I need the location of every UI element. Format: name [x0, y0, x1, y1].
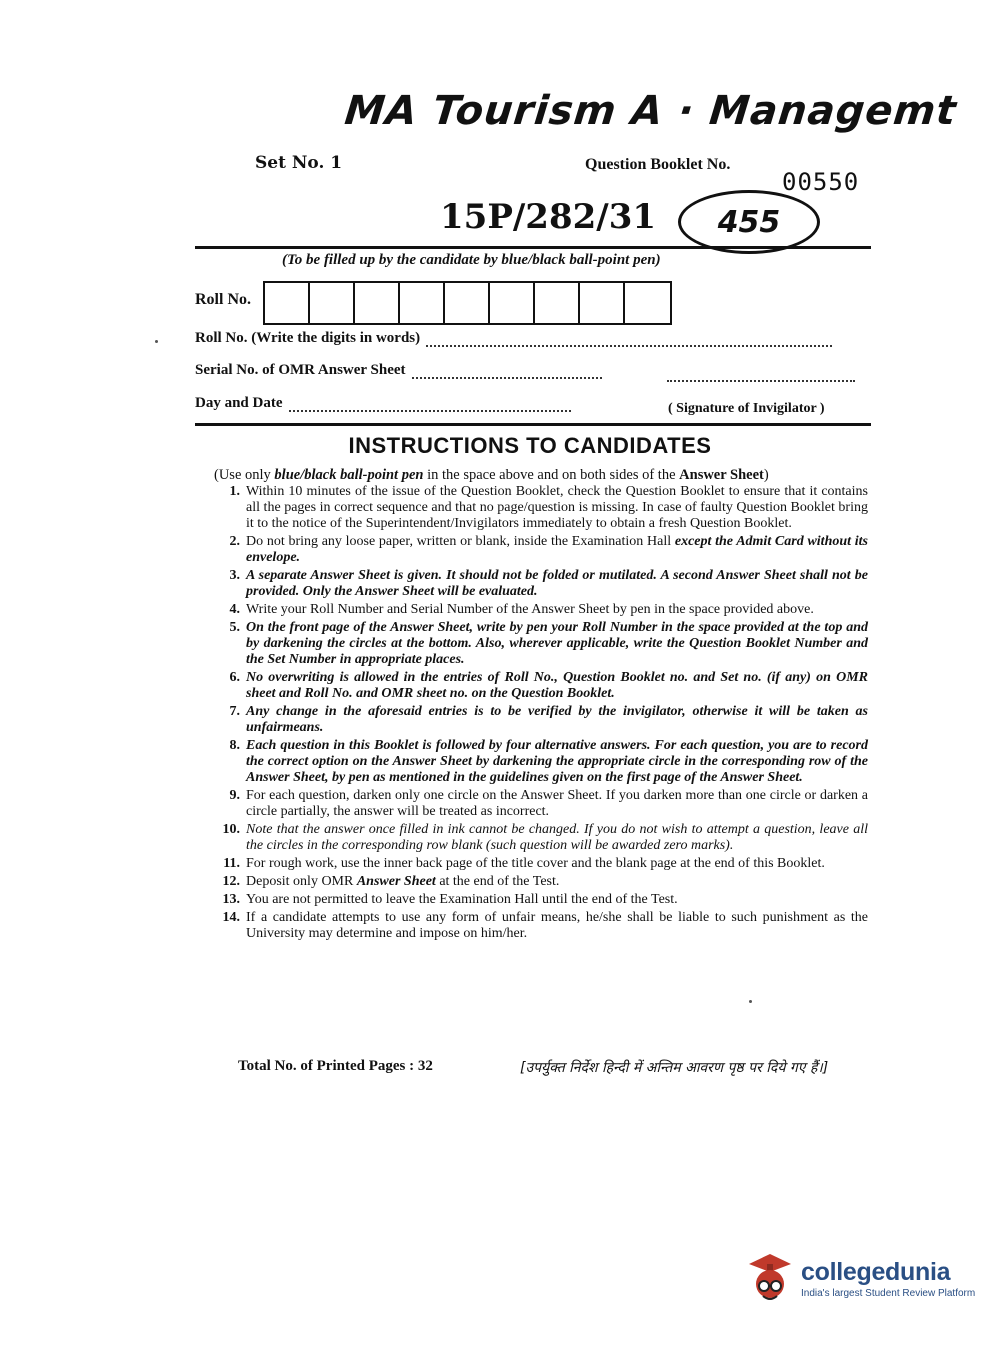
omr-serial-row	[195, 362, 602, 379]
instruction-text: For rough work, use the inner back page of the title cover and the blank page at the end of this Booklet.	[246, 856, 825, 871]
instructions-subtitle	[214, 467, 769, 484]
circled-code-text: 455	[717, 204, 781, 240]
instruction-number: 9.	[229, 788, 240, 803]
day-date-field[interactable]	[289, 398, 571, 412]
instruction-number: 6.	[229, 670, 240, 685]
day-date-label: Day and Date	[195, 395, 283, 411]
instruction-number: 8.	[229, 738, 240, 753]
instruction-text-part: Do not bring any loose paper, written or blank, inside the Examination Hall	[246, 534, 675, 549]
roll-digit-box[interactable]	[535, 283, 580, 323]
instruction-item	[212, 602, 868, 618]
top-divider	[195, 246, 871, 249]
instruction-text: You are not permitted to leave the Examination Hall until the end of the Test.	[246, 892, 678, 907]
roll-digit-box[interactable]	[265, 283, 310, 323]
omr-serial-field[interactable]	[412, 365, 602, 379]
logo-tagline: India's largest Student Review Platform	[801, 1287, 976, 1299]
instruction-number: 3.	[229, 568, 240, 583]
set-number: Set No. 1	[255, 153, 343, 173]
instruction-number: 7.	[229, 704, 240, 719]
instruction-text-part: at the end of the Test.	[435, 874, 560, 889]
instruction-number: 12.	[222, 874, 240, 889]
roll-no-label: Roll No.	[195, 291, 251, 308]
instruction-number: 11.	[223, 856, 240, 871]
instruction-text: Within 10 minutes of the issue of the Question Booklet, check the Question Booklet to ensure that it contains all the pages in correct sequence and that no page/question is missing. In case of faulty Question Booklet bring it to the notice of the Superintendent/Invigilators immediately to obtain a fresh Question Booklet.	[246, 484, 868, 531]
roll-digit-box[interactable]	[310, 283, 355, 323]
collegedunia-watermark	[745, 1250, 975, 1306]
hindi-note: [उपर्युक्त निर्देश हिन्दी में अन्तिम आवरण पृष्ठ पर दिये गए हैं।]	[520, 1060, 829, 1076]
invigilator-signature-field[interactable]	[667, 380, 855, 382]
roll-words-label: Roll No. (Write the digits in words)	[195, 330, 421, 346]
subtitle-emphasis: blue/black ball-point pen	[274, 467, 424, 483]
roll-no-boxes[interactable]	[263, 281, 672, 325]
instruction-item	[212, 788, 868, 820]
instruction-number: 10.	[222, 822, 240, 837]
instruction-item	[212, 738, 868, 786]
instruction-number: 13.	[222, 892, 240, 907]
instruction-item	[212, 670, 868, 702]
roll-digit-box[interactable]	[490, 283, 535, 323]
instruction-item	[212, 856, 868, 872]
roll-words-field[interactable]	[426, 333, 832, 347]
roll-digit-box[interactable]	[445, 283, 490, 323]
omr-serial-label: Serial No. of OMR Answer Sheet	[195, 362, 406, 378]
instruction-text-part: Deposit only OMR	[246, 874, 357, 889]
instruction-text: Note that the answer once filled in ink cannot be changed. If you do not wish to attempt a question, leave all the circles in the corresponding row blank (such question will be awarded zero marks).	[246, 822, 868, 853]
instruction-number: 5.	[229, 620, 240, 635]
instruction-item	[212, 874, 868, 890]
instruction-number: 14.	[222, 910, 240, 925]
bottom-divider	[195, 423, 871, 426]
instruction-text	[246, 874, 868, 890]
instruction-item	[212, 892, 868, 908]
collegedunia-logo-icon	[745, 1250, 795, 1306]
instruction-text	[246, 534, 868, 566]
roll-digit-box[interactable]	[580, 283, 625, 323]
instruction-item	[212, 534, 868, 566]
instruction-text: Any change in the aforesaid entries is to be verified by the invigilator, otherwise it will be taken as unfairmeans.	[246, 704, 868, 735]
subtitle-part: (Use only	[214, 467, 275, 483]
instruction-text: If a candidate attempts to use any form of unfair means, he/she shall be liable to such punishment as the University may determine and impose on him/her.	[246, 910, 868, 941]
roll-words-row	[195, 330, 832, 347]
instruction-item	[212, 910, 868, 942]
total-printed-pages: Total No. of Printed Pages : 32	[238, 1058, 433, 1074]
instruction-item	[212, 620, 868, 668]
logo-name: collegedunia	[801, 1257, 951, 1286]
question-booklet-label: Question Booklet No.	[585, 156, 731, 173]
instruction-number: 4.	[229, 602, 240, 617]
instruction-text: A separate Answer Sheet is given. It should not be folded or mutilated. A second Answer Sheet shall not be provided. Only the Answer Sheet will be evaluated.	[246, 568, 868, 599]
instruction-text: Each question in this Booklet is followed by four alternative answers. For each question, you are to record the correct option on the Answer Sheet by darkening the appropriate circle in the corresponding row of the Answer Sheet, by pen as mentioned in the guidelines given on the first page of the Answer Sheet.	[246, 738, 868, 785]
scan-mark	[749, 1000, 752, 1003]
instruction-number: 1.	[229, 484, 240, 499]
instruction-number: 2.	[229, 534, 240, 549]
invigilator-signature-label: ( Signature of Invigilator )	[668, 401, 825, 416]
instruction-item	[212, 822, 868, 854]
instruction-text-emphasis: Answer Sheet	[356, 874, 436, 889]
circled-handwritten-code	[678, 190, 820, 254]
handwritten-course-title: MA Tourism A · Managemt	[342, 88, 959, 134]
instruction-text: For each question, darken only one circle on the Answer Sheet. If you darken more than one circle or darken a circle partially, the answer will be treated as incorrect.	[246, 788, 868, 819]
subtitle-bold: Answer Sheet	[679, 467, 764, 483]
fill-instruction-note: (To be filled up by the candidate by blue/black ball-point pen)	[282, 252, 661, 268]
scan-mark	[155, 340, 158, 343]
instruction-item	[212, 704, 868, 736]
instructions-heading: INSTRUCTIONS TO CANDIDATES	[348, 433, 712, 458]
instruction-text: On the front page of the Answer Sheet, write by pen your Roll Number in the space provided at the top and by darkening the circles at the bottom. Also, wherever applicable, write the Question Booklet Number and the Set Number in appropriate places.	[246, 620, 868, 667]
question-booklet-number: 00550	[782, 168, 860, 196]
instruction-item	[212, 484, 868, 532]
instructions-list	[212, 484, 868, 944]
subtitle-part: in the space above and on both sides of the	[423, 467, 680, 483]
instruction-text: Write your Roll Number and Serial Number of the Answer Sheet by pen in the space provided above.	[246, 602, 814, 617]
instruction-text: No overwriting is allowed in the entries of Roll No., Question Booklet no. and Set no. (if any) on OMR sheet and Roll No. and OMR sheet no. on the Question Booklet.	[246, 670, 868, 701]
roll-digit-box[interactable]	[355, 283, 400, 323]
roll-digit-box[interactable]	[400, 283, 445, 323]
logo-text-group	[801, 1258, 975, 1299]
paper-code: 15P/282/31	[440, 197, 657, 237]
instruction-item	[212, 568, 868, 600]
roll-digit-box[interactable]	[625, 283, 670, 323]
instruction-text-emphasis: except the Admit Card without its envelope.	[246, 534, 868, 565]
day-date-row	[195, 395, 571, 412]
subtitle-part: )	[763, 467, 769, 483]
